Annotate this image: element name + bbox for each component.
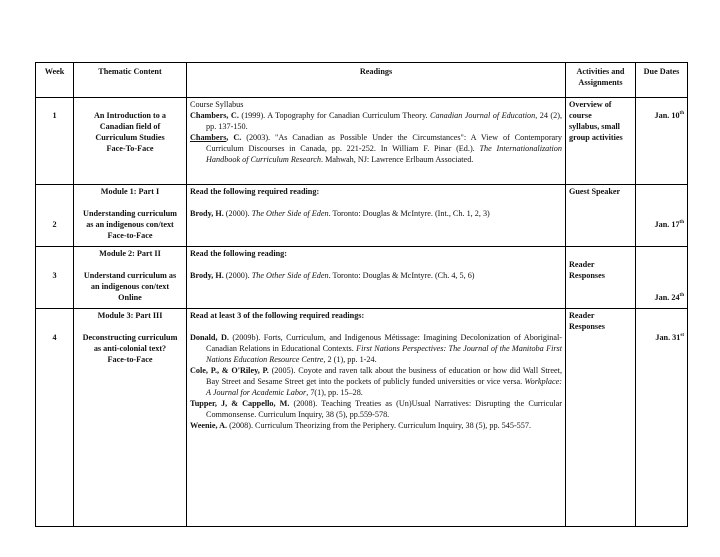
header-activities: Activities and Assignments: [566, 63, 636, 98]
week-number: 2: [36, 185, 74, 247]
header-row: [36, 63, 688, 98]
readings-cell: Read the following reading: Brody, H. (2000). The Other Side of Eden. Toronto: Douglas & McIntyre. (Ch. 4, 5, 6): [187, 247, 566, 309]
reference-item: Chambers, C. (1999). A Topography for Canadian Curriculum Theory. Canadian Journal of Education, 24 (2), pp. 137-150.: [190, 111, 562, 131]
due-date: Jan. 31st: [636, 309, 688, 527]
thematic-cell: Module 1: Part I Understanding curriculum as an indigenous con/text Face-to-Face: [74, 185, 187, 247]
thematic-cell: An Introduction to a Canadian field of Curriculum Studies Face-To-Face: [74, 98, 187, 185]
week-number: 3: [36, 247, 74, 309]
table-row: [36, 185, 688, 247]
activities-cell: Overview of course syllabus, small group activities: [566, 98, 636, 185]
reference-item: Tupper, J, & Cappello, M. (2008). Teaching Treaties as (Un)Usual Narratives: Disrupting the Curricular Commonsense. Curriculum Inquiry, 38 (5), pp.559-578.: [190, 399, 562, 419]
header-readings: Readings: [187, 63, 566, 98]
header-due: Due Dates: [636, 63, 688, 98]
activities-cell: Guest Speaker: [566, 185, 636, 247]
due-date: Jan. 10th: [636, 98, 688, 185]
reference-item: Donald, D. (2009b). Forts, Curriculum, and Indigenous Métissage: Imagining Decolonization of Aboriginal-Canadian Relations in Educational Contexts. First Nations Perspectives: The Journal of the Manitoba First Nations Education Resource Centre, 2 (1), pp. 1-24.: [190, 333, 562, 364]
thematic-cell: Module 3: Part III Deconstructing curriculum as anti-colonial text? Face-to-Face: [74, 309, 187, 527]
activities-cell: Reader Responses: [566, 247, 636, 309]
due-date: Jan. 24th: [636, 247, 688, 309]
readings-cell: Read at least 3 of the following required readings: Donald, D. (2009b). Forts, Curriculum, and Indigenous Métissage: Imagining Decolonization of Aboriginal-Canadian Relations in Educational Contexts. First Nations Perspectives: The Journal of the Manitoba First Nations Education Resource Centre, 2 (1), pp. 1-24. Cole, P., & O'Riley, P. (2005). Coyote and raven talk about the business of education or how did Wall Street, Bay Street and Sesame Street get into the pockets of publicly funded universities or vice versa. Workplace: A Journal for Academic Labor, 7(1), pp. 15–28. Tupper, J, & Cappello, M. (2008). Teaching Treaties as (Un)Usual Narratives: Disrupting the Curricular Commonsense. Curriculum Inquiry, 38 (5), pp.559-578. Weenie, A. (2008). Curriculum Theorizing from the Periphery. Curriculum Inquiry, 38 (5), pp. 545-557.: [187, 309, 566, 527]
readings-cell: Read the following required reading: Brody, H. (2000). The Other Side of Eden. Toronto: Douglas & McIntyre. (Int., Ch. 1, 2, 3): [187, 185, 566, 247]
reference-item: Chambers, C. (2003). "As Canadian as Possible Under the Circumstances": A View of Contemporary Curriculum Discourses in Canada, pp. 221-252. In William F. Pinar (Ed.). The Internationalization Handbook of Curriculum Research. Mahwah, NJ: Lawrence Erlbaum Associated.: [190, 133, 562, 164]
reference-item: Brody, H. (2000). The Other Side of Eden. Toronto: Douglas & McIntyre. (Ch. 4, 5, 6): [190, 271, 475, 280]
syllabus-label: Course Syllabus: [190, 100, 244, 109]
header-thematic: Thematic Content: [74, 63, 187, 98]
week-number: 1: [36, 98, 74, 185]
week-number: 4: [36, 309, 74, 527]
table-row: [36, 98, 688, 185]
thematic-cell: Module 2: Part II Understand curriculum as an indigenous con/text Online: [74, 247, 187, 309]
table-row: [36, 309, 688, 527]
activities-cell: Reader Responses: [566, 309, 636, 527]
reference-item: Cole, P., & O'Riley, P. (2005). Coyote and raven talk about the business of education or how did Wall Street, Bay Street and Sesame Street get into the pockets of publicly funded universities or vice versa. Workplace: A Journal for Academic Labor, 7(1), pp. 15–28.: [190, 366, 562, 397]
syllabus-table: [35, 62, 688, 527]
reference-item: Brody, H. (2000). The Other Side of Eden. Toronto: Douglas & McIntyre. (Int., Ch. 1, 2, 3): [190, 209, 490, 218]
readings-cell: [187, 98, 566, 185]
table-row: [36, 247, 688, 309]
due-date: Jan. 17th: [636, 185, 688, 247]
reference-item: Weenie, A. (2008). Curriculum Theorizing from the Periphery. Curriculum Inquiry, 38 (5), pp. 545-557.: [190, 421, 532, 430]
header-week: Week: [36, 63, 74, 98]
